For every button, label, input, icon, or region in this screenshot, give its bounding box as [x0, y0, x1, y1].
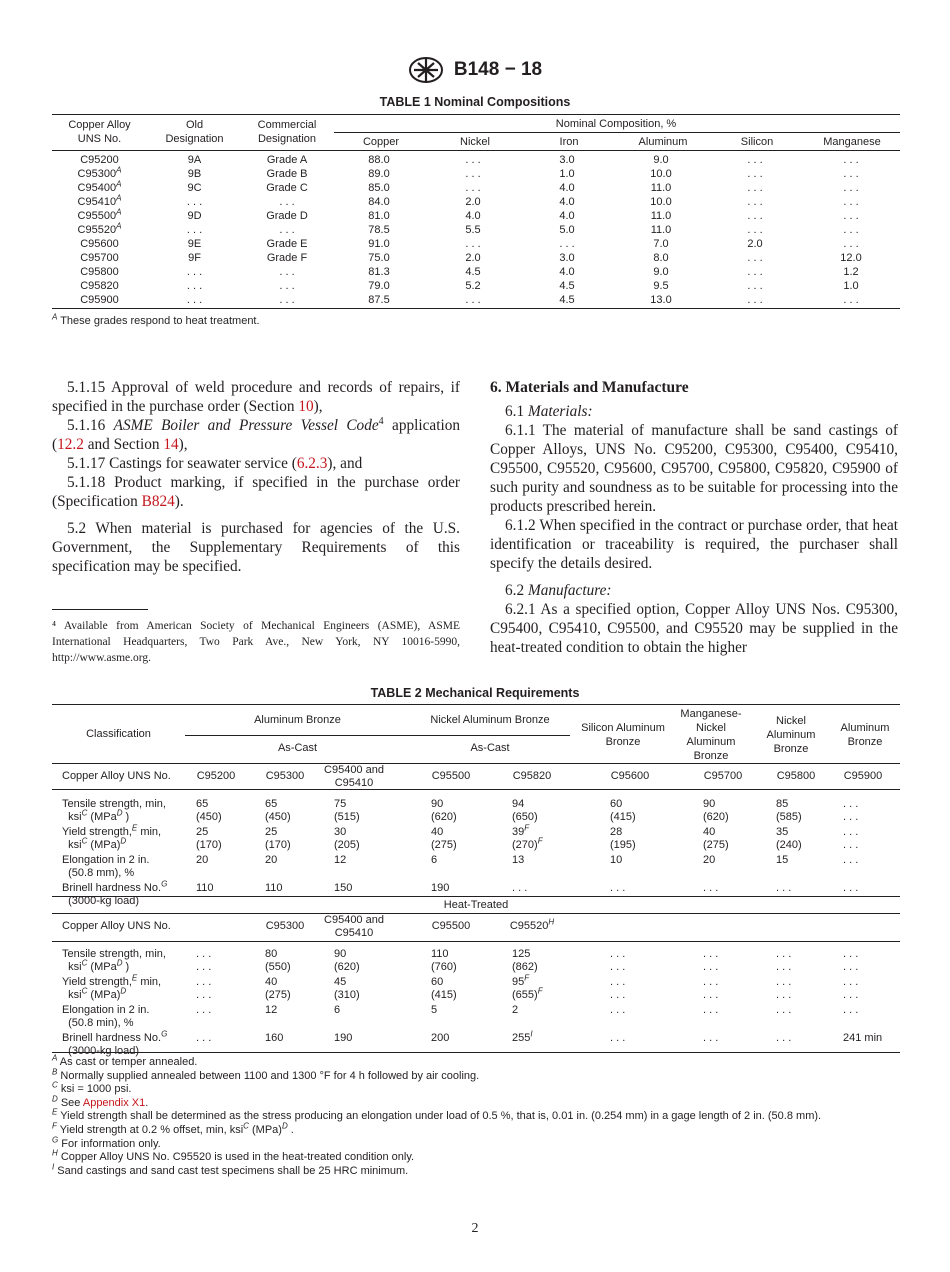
table1-row	[52, 154, 900, 168]
table1-cell-mn: . . .	[843, 168, 859, 180]
table1-cell-uns: C95700	[80, 252, 119, 264]
ht-ht_brinell-cell: 200	[431, 1032, 450, 1044]
table2-uns-rule-1	[52, 789, 900, 790]
ac-ac_yield-cell: 25 (170)	[196, 826, 222, 851]
ac-uns-label: Copper Alloy UNS No.	[62, 770, 171, 782]
table1-cell-uns: C95200	[80, 154, 119, 166]
ht-tensile-label: Tensile strength, min, ksi$^C$ (MPa$^D$ )	[62, 948, 166, 973]
table1-cell-comm: . . .	[279, 224, 295, 236]
left-column	[52, 378, 460, 576]
ac-ac_brinell-cell: 150	[334, 882, 353, 894]
table1-cell-al: 8.0	[653, 252, 669, 264]
table1-cell-uns: $C95520^A$	[77, 221, 122, 236]
table2-col-aluminum-bronze-2: Aluminum Bronze	[840, 722, 890, 748]
table2-col-nickel-aluminum-bronze: Nickel Aluminum Bronze	[430, 714, 550, 726]
table2-bottom-rule	[52, 1052, 900, 1053]
table1-row	[52, 238, 900, 252]
table1-cell-ni: 4.0	[465, 210, 481, 222]
table1-cell-uns: C95800	[80, 266, 119, 278]
ht-ht_tensile-cell: . . . . . .	[703, 948, 719, 973]
ht-ht_yield-cell: 40 (275)	[265, 976, 291, 1001]
table1-cell-mn: 12.0	[840, 252, 862, 264]
table1-cell-uns: $C95300^A$	[77, 165, 122, 180]
table1-cell-mn: . . .	[843, 196, 859, 208]
ac-ac_elong-cell: . . .	[843, 854, 859, 866]
table1-col-aluminum: Aluminum	[638, 136, 688, 148]
table1-cell-uns: C95900	[80, 294, 119, 306]
ac-ac_yield-cell: . . . . . .	[843, 826, 859, 851]
ac-ac_tensile-cell: 75 (515)	[334, 798, 360, 823]
ht-uns-cell: C95500	[431, 920, 471, 932]
ac-ac_elong-cell: 20	[265, 854, 278, 866]
table1-top-rule	[52, 114, 900, 115]
ac-ac_elong-cell: 10	[610, 854, 623, 866]
ac-ac_brinell-cell: 110	[265, 882, 283, 894]
ac-ac_elong-cell: 20	[703, 854, 716, 866]
ht-ht_tensile-cell: . . . . . .	[610, 948, 626, 973]
ht-ht_brinell-cell: 160	[265, 1032, 284, 1044]
table1-cell-mn: . . .	[843, 154, 859, 166]
table1-cell-comm: . . .	[279, 280, 295, 292]
table1-cell-fe: 4.0	[559, 210, 575, 222]
table1-bottom-rule	[52, 308, 900, 309]
table1-cell-cu: 88.0	[368, 154, 390, 166]
link-section-14[interactable]: 14	[163, 436, 179, 453]
para-6-1-2: 6.1.2 When specified in the contract or purchase order, that heat identification or traceability is required, the purchaser shall specify the details desired.	[490, 517, 898, 572]
para-6-2: 6.2 Manufacture:	[505, 582, 612, 599]
ac-ac_yield-cell: 30 (205)	[334, 826, 360, 851]
table1-cell-fe: 4.0	[559, 196, 575, 208]
table1-cell-cu: 91.0	[368, 238, 390, 250]
table2-footnotes	[52, 1053, 912, 1178]
table2-heat-rule-2	[52, 913, 900, 914]
ht-ht_brinell-cell: . . .	[776, 1032, 792, 1044]
footnote-rule	[52, 609, 148, 610]
table2-uns-rule-2	[52, 941, 900, 942]
table1-cell-comm: . . .	[279, 294, 295, 306]
table1-cell-old: 9A	[187, 154, 202, 166]
table1-cell-comm: . . .	[279, 266, 295, 278]
ht-ht_yield-cell: 45 (310)	[334, 976, 360, 1001]
ht-ht_elong-cell: . . .	[196, 1004, 212, 1016]
ht-ht_yield-cell: . . . . . .	[703, 976, 719, 1001]
table2-header-rule	[52, 763, 900, 764]
table1-cell-ni: . . .	[465, 294, 481, 306]
para-6-1: 6.1 Materials:	[505, 403, 593, 420]
table1-cell-si: . . .	[747, 280, 763, 292]
ht-uns-cell: C95300	[265, 920, 305, 932]
table1-cell-old: . . .	[186, 224, 203, 236]
ht-ht_brinell-cell: 190	[334, 1032, 353, 1044]
table1-cell-fe: 4.5	[559, 280, 575, 292]
table1-cell-al: 13.0	[650, 294, 672, 306]
table1-cell-fe: 4.0	[559, 182, 575, 194]
ac-ac_tensile-cell: 85 (585)	[776, 798, 802, 823]
table1-cell-old: 9E	[187, 238, 202, 250]
table1-row	[52, 168, 900, 182]
table1-cell-si: . . .	[747, 266, 763, 278]
table1-cell-cu: 79.0	[368, 280, 390, 292]
ht-ht_elong-cell: . . .	[843, 1004, 859, 1016]
table1-row	[52, 252, 900, 266]
ht-ht_brinell-cell: . . .	[196, 1032, 212, 1044]
table2-heat-rule-1	[52, 896, 900, 897]
ac-ac_yield-cell: 40 (275)	[431, 826, 457, 851]
ac-ac_tensile-cell: 90 (620)	[703, 798, 729, 823]
ac-ac_yield-cell: $39^F$ $(270)^F$	[512, 823, 543, 851]
ac-ac_brinell-cell: . . .	[843, 882, 859, 894]
table1-cell-al: 10.0	[650, 168, 672, 180]
table1-cell-old: 9B	[187, 168, 202, 180]
ht-ht_tensile-cell: 80 (550)	[265, 948, 291, 973]
section-6-heading: 6. Materials and Manufacture	[490, 379, 689, 396]
ht-ht_yield-cell: . . . . . .	[196, 976, 212, 1001]
table2-top-rule	[52, 704, 900, 705]
table2-heat-treated-label: Heat-Treated	[443, 899, 509, 911]
document-designation: B148 − 18	[453, 59, 543, 80]
ac-uns-cell: C95900	[843, 770, 883, 782]
table1-cell-cu: 84.0	[368, 196, 390, 208]
table1-cell-fe: . . .	[559, 238, 575, 250]
table1-cell-cu: 89.0	[368, 168, 390, 180]
table1-cell-ni: . . .	[465, 168, 481, 180]
ht-uns-cell: C95400 and C95410	[324, 914, 384, 939]
table1-cell-old: 9C	[187, 182, 202, 194]
ht-elongation-label: Elongation in 2 in. (50.8 min), %	[62, 1004, 150, 1029]
table1-col-nickel: Nickel	[460, 136, 490, 148]
table1-cell-ni: . . .	[465, 182, 481, 194]
table1-cell-al: 11.0	[650, 210, 672, 222]
table1-cell-mn: . . .	[843, 294, 859, 306]
table1-col-iron: Iron	[559, 136, 579, 148]
ht-ht_elong-cell: . . .	[610, 1004, 626, 1016]
table1-cell-al: 9.0	[653, 266, 669, 278]
ac-ac_tensile-cell: 60 (415)	[610, 798, 636, 823]
ht-ht_yield-cell: . . . . . .	[843, 976, 859, 1001]
table2-col-silicon-aluminum-bronze: Silicon Aluminum Bronze	[581, 722, 665, 748]
table1-cell-ni: 5.2	[465, 280, 481, 292]
table1-cell-al: 11.0	[650, 224, 672, 236]
table1-cell-mn: 1.0	[843, 280, 859, 292]
table2-footnote: $^C$ ksi = 1000 psi.	[52, 1080, 132, 1096]
table1-caption: TABLE 1 Nominal Compositions	[379, 95, 571, 109]
para-5-1-15: 5.1.15 Approval of weld procedure and records of repairs, if specified in the purchase order (Section 10),	[52, 379, 460, 415]
ac-ac_tensile-cell: 94 (650)	[512, 798, 538, 823]
table1-row	[52, 224, 900, 238]
table1-cell-ni: 4.5	[465, 266, 481, 278]
table1-cell-old: . . .	[186, 294, 203, 306]
table1-cell-al: 9.0	[653, 154, 669, 166]
right-column	[490, 378, 898, 657]
table1-cell-si: . . .	[747, 168, 763, 180]
table1-cell-si: . . .	[747, 182, 763, 194]
table1-cell-old: 9D	[187, 210, 202, 222]
ht-ht_tensile-cell: . . . . . .	[196, 948, 212, 973]
table1-cell-uns: $C95500^A$	[77, 207, 122, 222]
table1-cell-si: . . .	[747, 252, 763, 264]
ht-ht_brinell-cell: . . .	[610, 1032, 626, 1044]
table1-cell-al: 11.0	[650, 182, 672, 194]
ac-ac_elong-cell: 6	[431, 854, 438, 866]
table1-row	[52, 266, 900, 280]
astm-logo-icon	[408, 56, 444, 84]
table1-header-rule	[52, 150, 900, 151]
ht-ht_yield-cell: . . . . . .	[776, 976, 792, 1001]
link-section-10[interactable]: 10	[298, 398, 314, 415]
table2-col-nickel-aluminum-bronze-2: Nickel Aluminum Bronze	[766, 715, 816, 755]
table1-cell-al: 10.0	[650, 196, 672, 208]
table1-cell-uns: $C95410^A$	[77, 193, 122, 208]
table1-cell-mn: . . .	[843, 238, 859, 250]
table1-cell-ni: 2.0	[465, 196, 481, 208]
para-5-1-17: 5.1.17 Castings for seawater service (6.2.3), and	[67, 455, 363, 472]
table1-body	[52, 154, 900, 308]
table1-cell-ni: 5.5	[465, 224, 481, 236]
table1-cell-al: 7.0	[653, 238, 669, 250]
ht-ht_yield-cell: 60 (415)	[431, 976, 457, 1001]
table1-cell-comm: Grade A	[266, 154, 308, 166]
ht-ht_elong-cell: . . .	[776, 1004, 792, 1016]
ht-uns-label: Copper Alloy UNS No.	[62, 920, 171, 932]
ht-ht_elong-cell: 6	[334, 1004, 341, 1016]
table2-footnote: $^E$ Yield strength shall be determined as the stress producing an elongation under load of 0.5 %, that is, 0.01 in. (0.254 mm) in a gage length of 2 in. (50.8 mm).	[52, 1107, 822, 1123]
table1-cell-mn: . . .	[843, 224, 859, 236]
table1-subheader	[334, 136, 900, 149]
ht-ht_tensile-cell: 110 (760)	[431, 948, 457, 973]
table1-cell-old: . . .	[186, 266, 203, 278]
table1-cell-si: . . .	[747, 224, 763, 236]
table1-cell-old: 9F	[188, 252, 201, 264]
ac-ac_yield-cell: 25 (170)	[265, 826, 291, 851]
ac-ac_tensile-cell: 65 (450)	[265, 798, 291, 823]
table1-cell-comm: Grade D	[266, 210, 308, 222]
table1-cell-fe: 3.0	[559, 252, 575, 264]
table1-cell-ni: 2.0	[465, 252, 481, 264]
ht-ht_brinell-cell: 241 min	[843, 1032, 883, 1044]
table1-cell-fe: 3.0	[559, 154, 575, 166]
ht-ht_elong-cell: 5	[431, 1004, 438, 1016]
table1-cell-si: . . .	[747, 196, 763, 208]
table1-cell-cu: 87.5	[368, 294, 390, 306]
table1-col-copper: Copper	[362, 136, 400, 148]
table1-cell-ni: . . .	[465, 238, 481, 250]
para-6-1-1: 6.1.1 The material of manufacture shall be sand castings of Copper Alloys, UNS No. C95200, C95300, C95400, C95410, C95500, C95520, C95600, C95700, C95800, C95820, C95900 of such purity and soundness as to be suitable for processing into the products prescribed herein.	[490, 422, 898, 515]
para-5-1-16: 5.1.16 ASME Boiler and Pressure Vessel Code$^4$ application (12.2 and Section 14),	[52, 415, 460, 453]
table1-col-old: Old Designation	[165, 119, 224, 145]
table2-caption: TABLE 2 Mechanical Requirements	[370, 686, 580, 700]
table2-as-cast-label-1: As-Cast	[277, 742, 318, 754]
table1-cell-cu: 81.3	[368, 266, 390, 278]
ac-ac_brinell-cell: . . .	[610, 882, 626, 894]
table1-row	[52, 294, 900, 308]
page-number: 2	[471, 1221, 479, 1236]
table1-col-manganese: Manganese	[823, 136, 881, 148]
ac-ac_tensile-cell: 65 (450)	[196, 798, 222, 823]
table2-footnote: $^D$ See Appendix X1.	[52, 1094, 149, 1109]
ht-ht_tensile-cell: . . . . . .	[843, 948, 859, 973]
ht-ht_elong-cell: . . .	[703, 1004, 719, 1016]
ac-uns-cell: C95400 and C95410	[324, 764, 384, 789]
table1-cell-fe: 5.0	[559, 224, 575, 236]
table1-cell-mn: . . .	[843, 182, 859, 194]
table1-cell-cu: 81.0	[368, 210, 390, 222]
table1-cell-comm: . . .	[279, 196, 295, 208]
ht-ht_tensile-cell: 125 (862)	[512, 948, 538, 973]
table1-cell-comm: Grade B	[266, 168, 308, 180]
table1-cell-mn: . . .	[843, 210, 859, 222]
ac-ac_elong-cell: 15	[776, 854, 789, 866]
link-6-2-3[interactable]: 6.2.3	[296, 455, 328, 472]
ht-ht_yield-cell: $95^F$ $(655)^F$	[512, 973, 543, 1001]
ac-ac_yield-cell: 28 (195)	[610, 826, 636, 851]
table2-footnote: $^F$ Yield strength at 0.2 % offset, min, ksi$^C$ (MPa)$^D$ .	[52, 1121, 294, 1136]
table1-cell-fe: 4.5	[559, 294, 575, 306]
ac-ac_elong-cell: 12	[334, 854, 347, 866]
ht-ht_tensile-cell: 90 (620)	[334, 948, 360, 973]
table1-cell-cu: 85.0	[368, 182, 390, 194]
table1-cell-fe: 4.0	[559, 266, 575, 278]
table1-cell-fe: 1.0	[559, 168, 575, 180]
ac-uns-cell: C95800	[776, 770, 816, 782]
table1-cell-comm: Grade C	[266, 182, 308, 194]
table1-footnote: $^A$ These grades respond to heat treatment.	[52, 312, 260, 327]
ht-ht_elong-cell: 12	[265, 1004, 278, 1016]
ht-ht_tensile-cell: . . . . . .	[776, 948, 792, 973]
table1-row	[52, 210, 900, 224]
table1-cell-si: . . .	[747, 154, 763, 166]
ht-ht_elong-cell: 2	[512, 1004, 519, 1016]
table1-col-silicon: Silicon	[740, 136, 774, 148]
table2-col-manganese-nickel-aluminum-bronze: Manganese- Nickel Aluminum Bronze	[680, 708, 742, 762]
table1-col-commercial: Commercial Designation	[257, 119, 317, 145]
table1-cell-si: . . .	[747, 294, 763, 306]
ac-ac_yield-cell: 35 (240)	[776, 826, 802, 851]
ac-ac_brinell-cell: 110	[196, 882, 214, 894]
table1-row	[52, 280, 900, 294]
table1-cell-uns: C95600	[80, 238, 119, 250]
ac-uns-cell: C95600	[610, 770, 650, 782]
para-6-2-1: 6.2.1 As a specified option, Copper Alloy UNS Nos. C95300, C95400, C95410, C95500, and C95520 may be supplied in the heat-treated condition to obtain the higher	[490, 601, 898, 656]
table1-row	[52, 196, 900, 210]
table1-cell-uns: $C95400^A$	[77, 179, 122, 194]
table1-cell-comm: Grade F	[266, 252, 308, 264]
ac-yield-label: Yield strength,$^E$ min, ksi$^C$ (MPa)$^D$	[62, 823, 162, 851]
table2-col-aluminum-bronze: Aluminum Bronze	[254, 714, 341, 726]
ac-tensile-label: Tensile strength, min, ksi$^C$ (MPa$^D$ )	[62, 798, 166, 823]
ac-uns-cell: C95300	[265, 770, 305, 782]
table1-cell-mn: 1.2	[843, 266, 859, 278]
table2-footnote: $^H$ Copper Alloy UNS No. C95520 is used in the heat-treated condition only.	[52, 1148, 415, 1164]
table2-as-cast-label-2: As-Cast	[470, 742, 510, 754]
ac-uns-cell: C95700	[703, 770, 743, 782]
ac-ac_yield-cell: 40 (275)	[703, 826, 729, 851]
table1-cell-cu: 75.0	[368, 252, 390, 264]
ac-ac_brinell-cell: . . .	[703, 882, 719, 894]
footnote-4: ⁴ Available from American Society of Mechanical Engineers (ASME), ASME International Headquarters, Two Park Ave., New York, NY 10016-5990, http://www.asme.org.	[52, 620, 460, 664]
page-header	[0, 56, 950, 84]
ac-ac_elong-cell: 13	[512, 854, 525, 866]
ac-uns-cell: C95820	[512, 770, 552, 782]
table2-footnote: $^G$ For information only.	[52, 1134, 161, 1150]
table1-cell-old: . . .	[186, 196, 203, 208]
link-appendix-x1[interactable]: Appendix X1	[82, 1096, 146, 1109]
ac-brinell-label: Brinell hardness No.$^G$ (3000-kg load)	[62, 879, 168, 907]
ac-uns-cell: C95500	[431, 770, 471, 782]
table1-cell-old: . . .	[186, 280, 203, 292]
table1-cell-si: . . .	[747, 210, 763, 222]
ht-uns-cell: $C95520^H$	[509, 917, 555, 932]
ht-ht_yield-cell: . . . . . .	[610, 976, 626, 1001]
table1-cell-al: 9.5	[653, 280, 669, 292]
para-5-2: 5.2 When material is purchased for agencies of the U.S. Government, the Supplementary Requirements of this specification may be specified.	[52, 520, 460, 575]
ac-ac_tensile-cell: 90 (620)	[431, 798, 457, 823]
table1-cell-ni: . . .	[465, 154, 481, 166]
table2-group-rule	[185, 735, 570, 736]
table2-footnote: $^B$ Normally supplied annealed between 1100 and 1300 °F for 4 h followed by air cooling.	[52, 1066, 480, 1082]
table1-cell-comm: Grade E	[266, 238, 308, 250]
table1-col-nominal: Nominal Composition, %	[555, 118, 677, 130]
table1-cell-uns: C95820	[80, 280, 119, 292]
table1-cell-si: 2.0	[747, 238, 763, 250]
para-5-1-18: 5.1.18 Product marking, if specified in the purchase order (Specification B824).	[52, 474, 460, 510]
ac-ac_tensile-cell: . . . . . .	[843, 798, 859, 823]
link-12-2[interactable]: 12.2	[57, 436, 84, 453]
ac-elongation-label: Elongation in 2 in. (50.8 mm), %	[62, 854, 150, 879]
ac-ac_brinell-cell: . . .	[776, 882, 792, 894]
ht-brinell-label: Brinell hardness No.$^G$ (3000-kg load)	[62, 1029, 168, 1057]
table2-col-classification: Classification	[86, 728, 151, 740]
ac-uns-cell: C95200	[196, 770, 236, 782]
ht-ht_brinell-cell: $255^I$	[512, 1029, 533, 1044]
ac-ac_brinell-cell: . . .	[512, 882, 528, 894]
ht-ht_brinell-cell: . . .	[703, 1032, 719, 1044]
ac-ac_elong-cell: 20	[196, 854, 209, 866]
table2-footnote: $^A$ As cast or temper annealed.	[52, 1053, 198, 1068]
table2-footnote: $^I$ Sand castings and sand cast test specimens shall be 25 HRC minimum.	[52, 1162, 409, 1177]
table1-cell-cu: 78.5	[368, 224, 390, 236]
table1-col-uns: Copper Alloy UNS No.	[68, 119, 131, 145]
table1-row	[52, 182, 900, 196]
ac-ac_brinell-cell: 190	[431, 882, 450, 894]
link-b824[interactable]: B824	[141, 493, 175, 510]
ht-yield-label: Yield strength,$^E$ min, ksi$^C$ (MPa)$^D$	[62, 973, 162, 1001]
